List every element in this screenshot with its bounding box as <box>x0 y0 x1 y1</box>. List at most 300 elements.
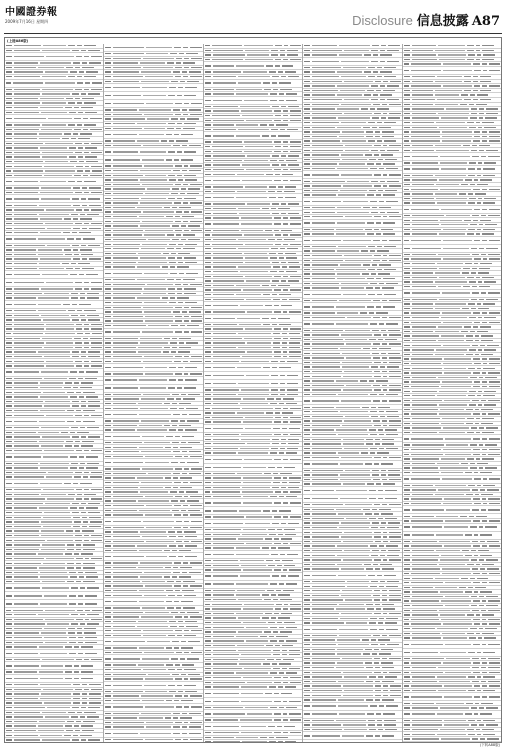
table-cell <box>213 276 243 277</box>
table-cell <box>404 184 410 185</box>
table-cell <box>274 328 281 329</box>
table-cell <box>404 281 410 282</box>
table-cell <box>67 563 74 564</box>
table-cell <box>75 223 82 224</box>
table-cell <box>304 81 310 82</box>
table-cell <box>174 159 179 160</box>
table-cell <box>6 587 12 588</box>
table-cell <box>290 120 301 121</box>
table-cell <box>389 559 400 560</box>
table-cell <box>213 223 239 224</box>
table-cell <box>182 713 187 714</box>
table-cell <box>243 608 273 609</box>
table-cell <box>438 45 465 46</box>
table-cell <box>338 681 365 682</box>
table-cell <box>186 626 198 627</box>
table-cell <box>185 545 197 546</box>
table-cell <box>6 427 12 428</box>
table-cell <box>213 311 245 312</box>
table-cell <box>213 285 235 286</box>
table-cell <box>213 569 241 570</box>
table-cell <box>205 361 211 362</box>
table-cell <box>83 581 95 582</box>
table-cell <box>86 456 98 457</box>
table-cell <box>482 277 494 278</box>
table-cell <box>113 123 135 124</box>
table-cell <box>65 725 72 726</box>
table-cell <box>113 595 142 596</box>
table-cell <box>213 459 242 460</box>
table-cell <box>76 619 83 620</box>
table-cell <box>205 271 211 272</box>
table-cell <box>190 165 202 166</box>
table-cell <box>113 81 139 82</box>
table-cell <box>40 147 67 148</box>
table-cell <box>281 575 286 576</box>
table-cell <box>105 521 111 522</box>
table-cell <box>182 726 187 727</box>
table-cell <box>338 194 366 195</box>
table-cell <box>70 467 77 468</box>
table-cell <box>477 229 482 230</box>
table-cell <box>213 164 241 165</box>
table-cell <box>281 443 286 444</box>
table-cell <box>371 639 376 640</box>
table-cell <box>6 567 12 568</box>
table-cell <box>183 482 188 483</box>
table-cell <box>279 640 284 641</box>
table-cell <box>387 61 399 62</box>
table-cell <box>213 434 240 435</box>
table-cell <box>337 207 362 208</box>
table-cell <box>113 442 142 443</box>
table-cell <box>304 287 310 288</box>
table-cell <box>286 707 298 708</box>
table-cell <box>113 114 142 115</box>
table-cell <box>281 76 286 77</box>
table-cell <box>263 510 270 511</box>
table-cell <box>14 347 42 348</box>
table-cell <box>484 391 496 392</box>
table-cell <box>138 500 169 501</box>
table-cell <box>270 257 277 258</box>
table-cell <box>312 690 342 691</box>
table-cell <box>389 343 401 344</box>
table-cell <box>379 127 391 128</box>
table-cell <box>246 280 270 281</box>
table-cell <box>444 400 471 401</box>
table-cell <box>213 421 242 422</box>
table-cell <box>283 59 288 60</box>
table-cell <box>166 436 173 437</box>
table-cell <box>236 594 260 595</box>
table-cell <box>81 725 93 726</box>
table-cell <box>6 535 12 536</box>
table-cell <box>6 112 12 113</box>
table-cell <box>105 338 111 339</box>
table-cell <box>245 276 272 277</box>
table-cell <box>404 299 410 300</box>
table-cell <box>379 411 384 412</box>
table-cell <box>74 725 79 726</box>
table-cell <box>205 234 211 235</box>
table-cell <box>279 663 291 664</box>
table-row <box>403 711 501 719</box>
table-cell <box>41 494 66 495</box>
table-cell <box>482 614 494 615</box>
table-cell <box>304 380 310 381</box>
table-cell <box>476 418 481 419</box>
table-cell <box>363 348 370 349</box>
table-cell <box>312 720 334 721</box>
table-cell <box>205 459 211 460</box>
table-cell <box>284 191 296 192</box>
table-cell <box>213 89 235 90</box>
table-cell <box>304 174 310 175</box>
table-cell <box>341 154 364 155</box>
table-cell <box>183 505 188 506</box>
table-cell <box>344 50 370 51</box>
table-cell <box>171 462 178 463</box>
table-cell <box>437 628 468 629</box>
table-cell <box>304 639 310 640</box>
table-cell <box>139 717 163 718</box>
table-cell <box>469 127 476 128</box>
table-cell <box>271 389 278 390</box>
table-cell <box>175 373 182 374</box>
table-cell <box>304 145 310 146</box>
table-cell <box>444 526 468 527</box>
table-cell <box>205 594 211 595</box>
table-cell <box>61 432 68 433</box>
table-cell <box>304 400 310 401</box>
table-cell <box>287 554 299 555</box>
table-cell <box>148 325 170 326</box>
table-cell <box>71 427 78 428</box>
table-cell <box>269 737 274 738</box>
table-cell <box>175 695 182 696</box>
table-row <box>5 650 103 658</box>
table-cell <box>404 600 410 601</box>
table-cell <box>79 396 84 397</box>
table-cell <box>479 628 484 629</box>
table-cell <box>283 356 288 357</box>
table-cell <box>105 581 111 582</box>
table-cell <box>105 398 111 399</box>
table-cell <box>213 701 240 702</box>
table-cell <box>439 541 470 542</box>
table-row <box>104 385 202 393</box>
table-cell <box>378 498 383 499</box>
table-cell <box>382 479 387 480</box>
table-row <box>403 693 501 701</box>
table-cell <box>379 629 384 630</box>
table-cell <box>14 371 40 372</box>
table-cell <box>14 310 36 311</box>
table-cell <box>304 490 310 491</box>
table-cell <box>276 590 281 591</box>
table-cell <box>272 367 277 368</box>
table-cell <box>345 150 370 151</box>
table-cell <box>239 663 261 664</box>
table-cell <box>481 509 486 510</box>
table-cell <box>283 234 288 235</box>
table-cell <box>378 273 390 274</box>
table-cell <box>145 462 170 463</box>
table-cell <box>380 212 385 213</box>
table-cell <box>488 498 500 499</box>
table-cell <box>339 163 366 164</box>
table-cell <box>181 159 193 160</box>
table-cell <box>285 186 297 187</box>
table-cell <box>404 113 410 114</box>
table-cell <box>276 124 288 125</box>
table-cell <box>185 429 197 430</box>
table-cell <box>75 347 82 348</box>
table-cell <box>289 356 301 357</box>
table-cell <box>373 385 380 386</box>
table-cell <box>283 569 288 570</box>
table-cell <box>283 408 288 409</box>
table-cell <box>477 175 482 176</box>
table-cell <box>472 215 479 216</box>
table-cell <box>304 662 310 663</box>
table-cell <box>113 140 135 141</box>
table-cell <box>485 628 497 629</box>
table-cell <box>488 681 500 682</box>
table-cell <box>105 234 111 235</box>
table-cell <box>371 273 376 274</box>
table-cell <box>372 264 377 265</box>
table-cell <box>404 354 410 355</box>
table-cell <box>436 534 463 535</box>
table-cell <box>344 81 373 82</box>
table-cell <box>304 457 310 458</box>
table-cell <box>481 335 493 336</box>
table-cell <box>286 640 298 641</box>
table-cell <box>141 451 172 452</box>
table-cell <box>205 110 211 111</box>
table-cell <box>14 274 41 275</box>
table-cell <box>187 612 199 613</box>
table-cell <box>143 145 172 146</box>
table-cell <box>383 194 395 195</box>
table-cell <box>304 131 310 132</box>
table-cell <box>184 211 189 212</box>
table-cell <box>379 323 384 324</box>
table-cell <box>404 312 410 313</box>
table-cell <box>312 513 336 514</box>
table-cell <box>377 250 389 251</box>
table-cell <box>412 596 443 597</box>
table-cell <box>404 644 410 645</box>
table-cell <box>389 613 400 614</box>
table-cell <box>82 530 94 531</box>
table-cell <box>183 739 188 740</box>
table-cell <box>283 276 288 277</box>
table-row <box>303 740 401 742</box>
table-cell <box>404 541 410 542</box>
table-cell <box>113 429 135 430</box>
table-cell <box>182 170 187 171</box>
table-cell <box>312 411 338 412</box>
table-cell <box>177 175 182 176</box>
table-cell <box>337 555 369 556</box>
table-cell <box>14 361 44 362</box>
table-cell <box>113 616 139 617</box>
table-cell <box>181 647 193 648</box>
table-cell <box>412 113 437 114</box>
table-cell <box>139 134 164 135</box>
table-cell <box>470 117 477 118</box>
table-cell <box>140 387 167 388</box>
table-cell <box>213 169 244 170</box>
table-cell <box>205 285 211 286</box>
table-cell <box>76 549 81 550</box>
table-cell <box>337 71 363 72</box>
table-cell <box>343 685 372 686</box>
table-cell <box>185 556 197 557</box>
table-cell <box>44 702 71 703</box>
table-cell <box>482 45 494 46</box>
table-cell <box>445 454 471 455</box>
table-cell <box>164 207 171 208</box>
table-cell <box>212 604 242 605</box>
table-cell <box>113 607 140 608</box>
table-cell <box>42 124 66 125</box>
table-cell <box>489 449 501 450</box>
table-cell <box>6 498 12 499</box>
table-cell <box>279 452 284 453</box>
table-cell <box>377 140 382 141</box>
table-cell <box>337 108 360 109</box>
table-cell <box>381 45 386 46</box>
table-cell <box>213 262 244 263</box>
table-cell <box>205 719 211 720</box>
table-cell <box>435 94 459 95</box>
table-cell <box>312 113 342 114</box>
table-cell <box>369 622 376 623</box>
table-cell <box>411 503 441 504</box>
table-cell <box>312 575 336 576</box>
table-cell <box>184 521 189 522</box>
table-cell <box>373 479 380 480</box>
table-cell <box>444 498 471 499</box>
table-cell <box>481 494 493 495</box>
table-cell <box>6 595 12 596</box>
table-cell <box>6 288 12 289</box>
table-cell <box>169 140 174 141</box>
table-cell <box>366 287 373 288</box>
table-cell <box>264 599 271 600</box>
table-cell <box>189 414 201 415</box>
table-cell <box>347 181 370 182</box>
table-cell <box>383 81 388 82</box>
table-cell <box>468 175 475 176</box>
table-cell <box>80 483 92 484</box>
table-cell <box>247 155 270 156</box>
table-cell <box>247 203 270 204</box>
table-cell <box>67 544 74 545</box>
table-cell <box>312 181 344 182</box>
table-cell <box>14 614 36 615</box>
table-cell <box>336 490 367 491</box>
table-cell <box>113 576 138 577</box>
table-cell <box>113 320 143 321</box>
table-cell <box>367 608 374 609</box>
table-cell <box>404 550 410 551</box>
table-cell <box>481 423 493 424</box>
table-cell <box>236 613 263 614</box>
table-cell <box>91 498 102 499</box>
table-cell <box>91 365 102 366</box>
table-cell <box>168 257 175 258</box>
table-cell <box>6 378 12 379</box>
table-cell <box>412 368 443 369</box>
table-cell <box>105 658 111 659</box>
table-cell <box>237 318 260 319</box>
table-cell <box>82 268 94 269</box>
table-cell <box>81 707 86 708</box>
table-cell <box>76 544 81 545</box>
table-cell <box>404 395 410 396</box>
table-cell <box>304 724 310 725</box>
table-cell <box>44 347 74 348</box>
table-cell <box>213 135 235 136</box>
table-cell <box>312 541 341 542</box>
table-row <box>204 364 302 372</box>
newspaper-logo: 中國證券報 <box>5 7 58 18</box>
table-cell <box>366 568 373 569</box>
table-cell <box>180 81 185 82</box>
table-cell <box>137 626 168 627</box>
table-cell <box>246 375 269 376</box>
table-cell <box>178 691 183 692</box>
table-cell <box>260 124 267 125</box>
table-cell <box>465 263 472 264</box>
table-cell <box>374 672 381 673</box>
table-cell <box>205 487 211 488</box>
table-cell <box>475 354 480 355</box>
table-cell <box>175 356 182 357</box>
table-cell <box>42 581 65 582</box>
table-cell <box>169 244 176 245</box>
table-cell <box>14 410 38 411</box>
table-cell <box>87 587 99 588</box>
table-cell <box>113 403 136 404</box>
table-cell <box>312 380 334 381</box>
table-row <box>5 454 103 462</box>
table-cell <box>379 434 384 435</box>
table-cell <box>113 635 141 636</box>
table-cell <box>366 667 373 668</box>
table-cell <box>113 387 138 388</box>
table-cell <box>177 669 182 670</box>
table-cell <box>337 168 368 169</box>
table-cell <box>271 318 276 319</box>
table-cell <box>412 45 437 46</box>
table-cell <box>289 701 301 702</box>
table-cell <box>382 699 394 700</box>
table-cell <box>190 114 202 115</box>
table-cell <box>304 269 310 270</box>
table-cell <box>190 221 202 222</box>
table-cell <box>236 554 268 555</box>
table-cell <box>381 649 393 650</box>
table-cell <box>241 389 269 390</box>
table-cell <box>438 113 469 114</box>
table-cell <box>14 517 42 518</box>
